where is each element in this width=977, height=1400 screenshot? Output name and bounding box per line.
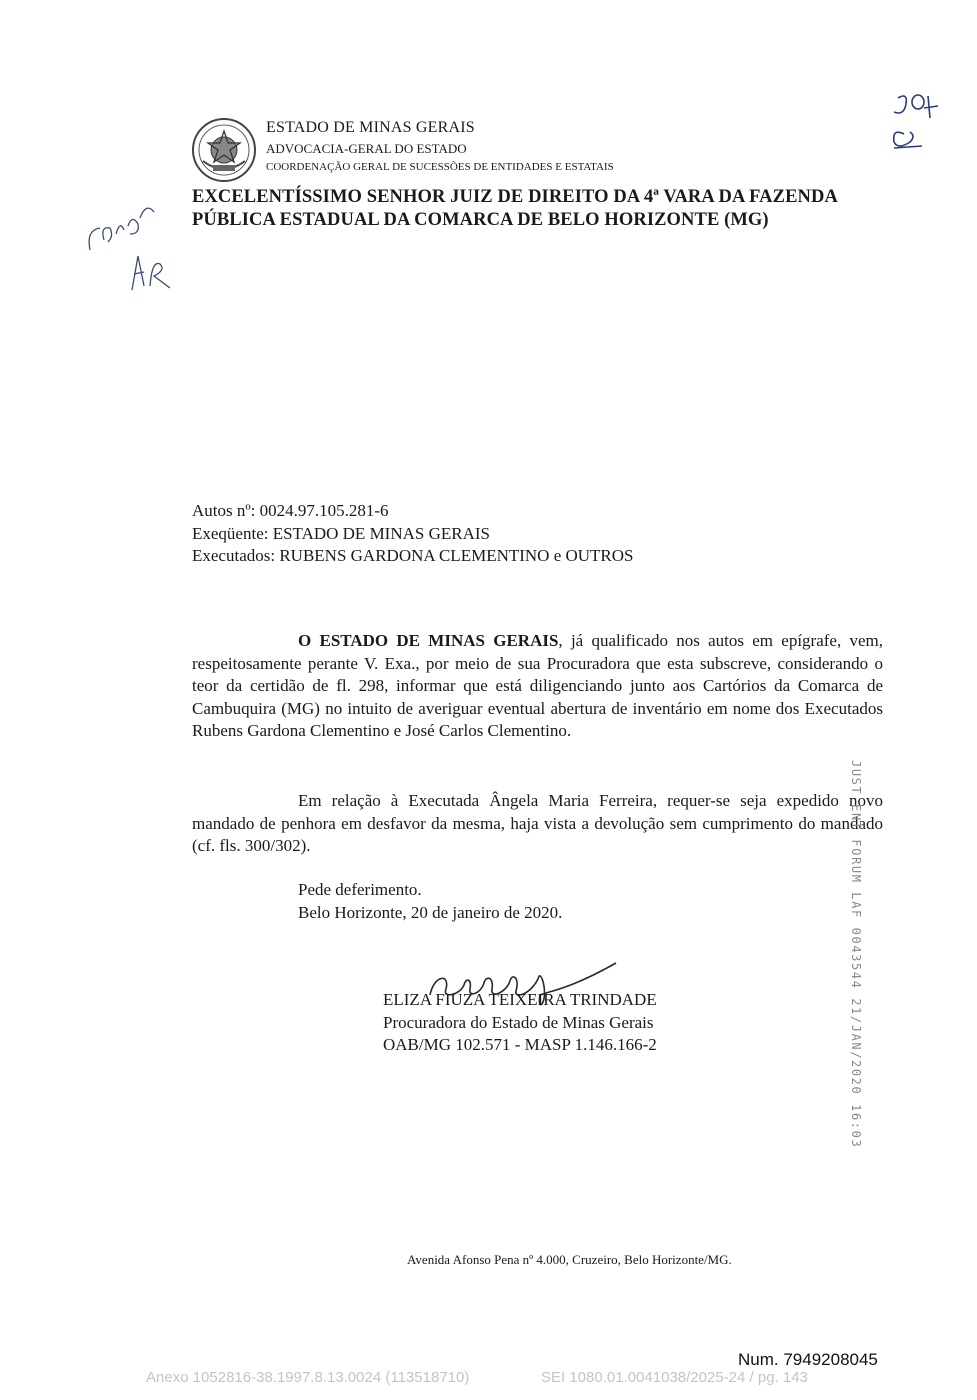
handwritten-margin-note-icon xyxy=(80,190,180,300)
header-state: ESTADO DE MINAS GERAIS xyxy=(266,119,475,136)
state-seal-icon xyxy=(191,117,257,183)
signer-name: ELIZA FIUZA TEIXEIRA TRINDADE xyxy=(383,990,657,1009)
closing xyxy=(298,879,562,924)
footer-address: Avenida Afonso Pena nº 4.000, Cruzeiro, Belo Horizonte/MG. xyxy=(407,1252,732,1267)
case-executados: Executados: RUBENS GARDONA CLEMENTINO e OUTROS xyxy=(192,546,634,565)
signer-title: Procuradora do Estado de Minas Gerais xyxy=(383,1012,654,1032)
addressee-line-1: EXCELENTÍSSIMO SENHOR JUIZ DE DIREITO DA 4ª VARA DA FAZENDA xyxy=(192,187,838,207)
paragraph-1-subject: O ESTADO DE MINAS GERAIS xyxy=(298,631,559,650)
handwritten-page-mark-icon xyxy=(880,88,950,158)
addressee xyxy=(192,186,892,232)
paragraph-1 xyxy=(192,630,883,743)
case-number: Autos nº: 0024.97.105.281-6 xyxy=(192,501,389,520)
addressee-line-2: PÚBLICA ESTADUAL DA COMARCA DE BELO HORIZONTE (MG) xyxy=(192,210,769,230)
signer-block xyxy=(383,989,657,1057)
signer-registration: OAB/MG 102.571 - MASP 1.146.166-2 xyxy=(383,1035,657,1054)
case-info xyxy=(192,500,634,568)
header-division: COORDENAÇÃO GERAL DE SUCESSÕES DE ENTIDADES E ESTATAIS xyxy=(266,161,614,173)
sei-reference: SEI 1080.01.0041038/2025-24 / pg. 143 xyxy=(541,1369,808,1386)
annex-reference: Anexo 1052816-38.1997.8.13.0024 (113518710) xyxy=(146,1369,470,1386)
protocol-stamp: JUST ENT FORUM LAF 0043544 21/JAN/2020 16:03 xyxy=(849,760,863,1149)
case-exequente: Exeqüente: ESTADO DE MINAS GERAIS xyxy=(192,523,490,543)
paragraph-2: Em relação à Executada Ângela Maria Ferreira, requer-se seja expedido novo mandado de penhora em desfavor da mesma, haja vista a devolução sem cumprimento do mandado (cf. fls. 300/302). xyxy=(192,791,883,855)
document-number: Num. 7949208045 xyxy=(738,1350,878,1369)
closing-place-date: Belo Horizonte, 20 de janeiro de 2020. xyxy=(298,902,563,922)
header-agency: ADVOCACIA-GERAL DO ESTADO xyxy=(266,141,467,156)
closing-request: Pede deferimento. xyxy=(298,880,422,899)
paragraph-1-text: , já qualificado nos autos em epígrafe, vem, respeitosamente perante V. Exa., por meio de sua Procuradora que esta subscreve, considerando o teor da certidão de fl. 298, informar que está diligenciando junto aos Cartórios da Comarca de Cambuquira (MG) no intuito de averiguar eventual abertura de inventário em nome dos Executados Rubens Gardona Clementino e José Carlos Clementino. xyxy=(192,631,883,740)
